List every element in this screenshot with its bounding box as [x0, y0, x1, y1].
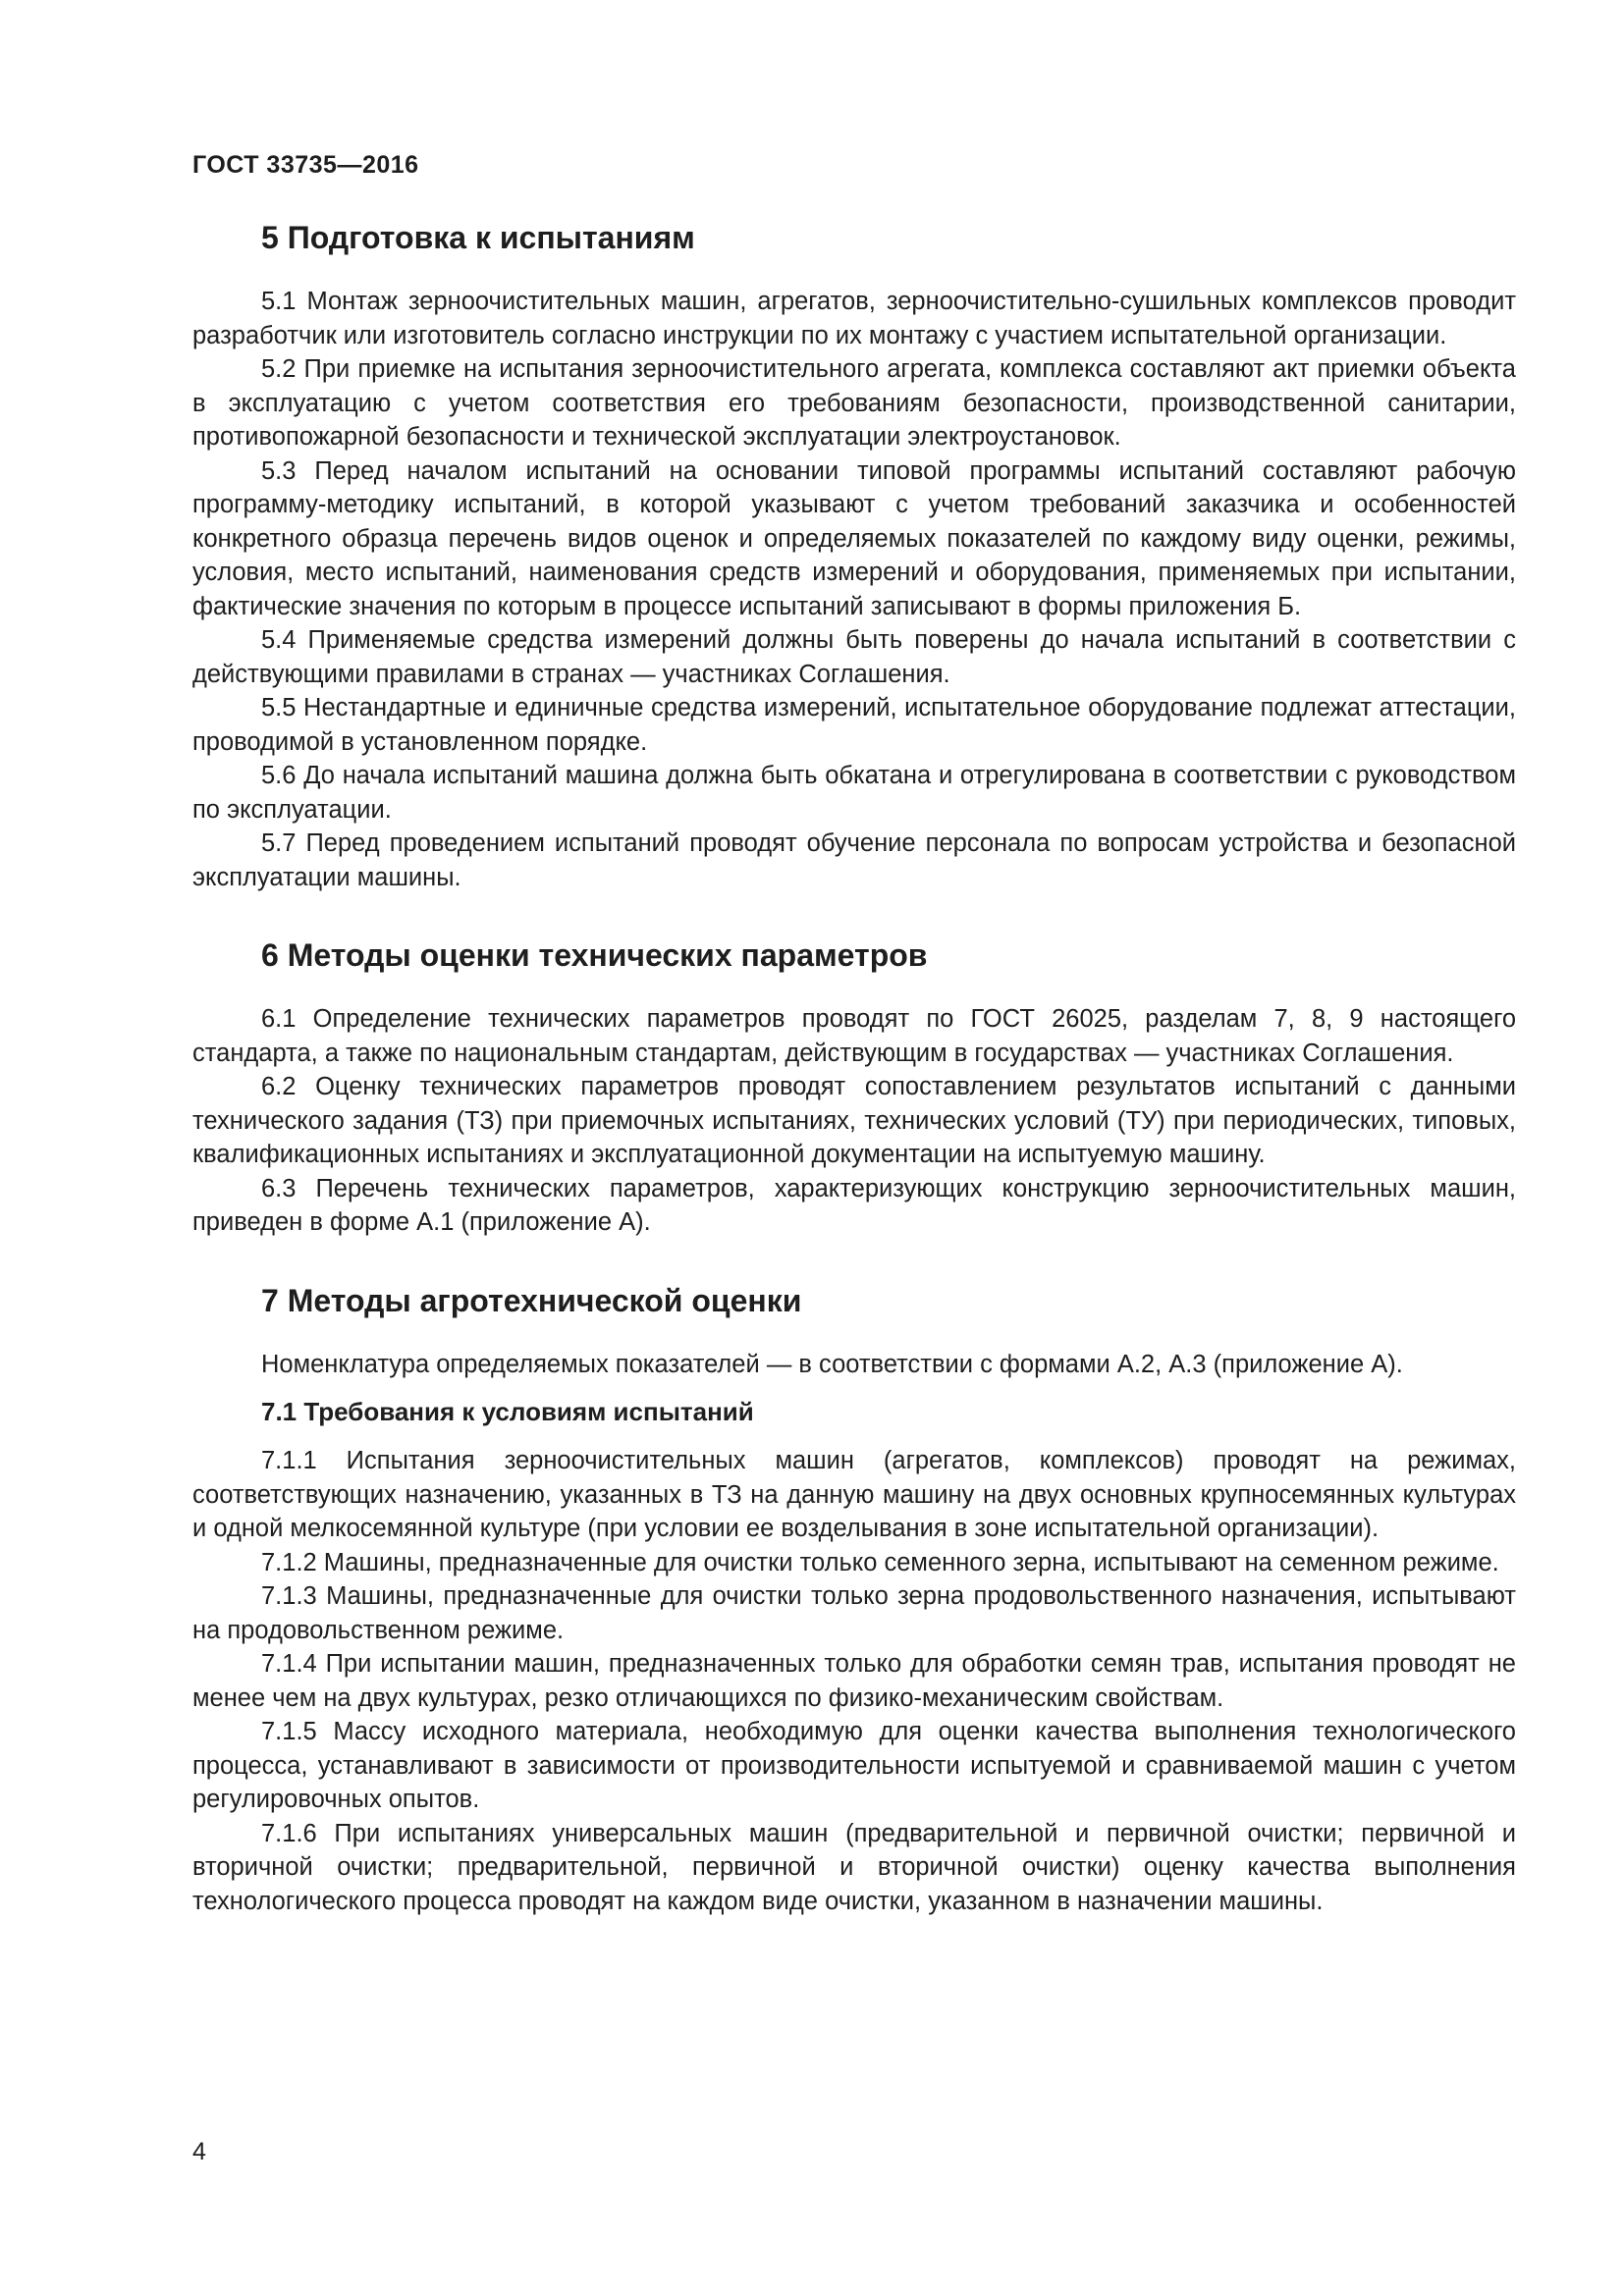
subsection-7-1: [192, 1395, 1516, 1918]
paragraph-5-1: 5.1 Монтаж зерноочистительных машин, агрегатов, зерноочистительно-сушильных комплексов проводит разработчик или изготовитель согласно инструкции по их монтажу с участием испытательной организации.: [192, 288, 1516, 349]
paragraph-7-1-2: 7.1.2 Машины, предназначенные для очистки только семенного зерна, испытывают на семенном режиме.: [261, 1548, 1499, 1576]
paragraph-7-1-4: 7.1.4 При испытании машин, предназначенных только для обработки семян трав, испытания проводят не менее чем на двух культурах, резко отличающихся по физико-механическим свойствам.: [192, 1650, 1516, 1712]
standard-code-header: ГОСТ 33735—2016: [192, 151, 419, 179]
page-number: 4: [192, 2138, 206, 2165]
section-7-intro: Номенклатура определяемых показателей — в соответствии с формами А.2, А.3 (приложение А).: [261, 1350, 1403, 1378]
paragraph-5-6: 5.6 До начала испытаний машина должна быть обкатана и отрегулирована в соответствии с руководством по эксплуатации.: [192, 762, 1516, 824]
paragraph-7-1-1: 7.1.1 Испытания зерноочистительных машин (агрегатов, комплексов) проводят на режимах, соответствующих назначению, указанных в ТЗ на данную машину на двух основных крупносемянных культурах и одной мелкосемянной культуре (при условии ее возделывания в зоне испытательной организации).: [192, 1447, 1516, 1542]
paragraph-5-3: 5.3 Перед началом испытаний на основании типовой программы испытаний составляют рабочую программу-методику испытаний, в которой указывают с учетом требований заказчика и особенностей конкретного образца перечень видов оценок и определяемых показателей по каждому виду оценки, режимы, условия, место испытаний, наименования средств измерений и оборудования, применяемых при испытании, фактические значения по которым в процессе испытаний записывают в формы приложения Б.: [192, 456, 1516, 620]
paragraph-7-1-5: 7.1.5 Массу исходного материала, необходимую для оценки качества выполнения технологического процесса, устанавливают в зависимости от производительности испытуемой и сравниваемой машин с учетом регулировочных опытов.: [192, 1718, 1516, 1813]
paragraph-7-1-3: 7.1.3 Машины, предназначенные для очистки только зерна продовольственного назначения, испытывают на продовольственном режиме.: [192, 1582, 1516, 1644]
section-heading: 5 Подготовка к испытаниям: [261, 220, 695, 255]
paragraph-6-3: 6.3 Перечень технических параметров, характеризующих конструкцию зерноочистительных машин, приведен в форме А.1 (приложение А).: [192, 1174, 1516, 1236]
page-content: [192, 218, 1516, 1959]
section-7: [192, 1281, 1516, 1919]
section-5: [192, 218, 1516, 894]
paragraph-5-7: 5.7 Перед проведением испытаний проводят обучение персонала по вопросам устройства и безопасной эксплуатации машины.: [192, 829, 1516, 891]
paragraph-5-5: 5.5 Нестандартные и единичные средства измерений, испытательное оборудование подлежат аттестации, проводимой в установленном порядке.: [192, 694, 1516, 756]
paragraph-6-1: 6.1 Определение технических параметров проводят по ГОСТ 26025, разделам 7, 8, 9 настоящего стандарта, а также по национальным стандартам, действующим в государствах — участниках Соглашения.: [192, 1005, 1516, 1067]
section-heading: 6 Методы оценки технических параметров: [261, 937, 928, 973]
section-6: [192, 935, 1516, 1240]
subsection-heading: 7.1 Требования к условиям испытаний: [261, 1397, 754, 1426]
section-heading: 7 Методы агротехнической оценки: [261, 1282, 802, 1318]
paragraph-5-2: 5.2 При приемке на испытания зерноочистительного агрегата, комплекса составляют акт приемки объекта в эксплуатацию с учетом соответствия его требованиям безопасности, производственной санитарии, противопожарной безопасности и технической эксплуатации электроустановок.: [192, 355, 1516, 451]
paragraph-5-4: 5.4 Применяемые средства измерений должны быть поверены до начала испытаний в соответствии с действующими правилами в странах — участниках Соглашения.: [192, 626, 1516, 688]
paragraph-6-2: 6.2 Оценку технических параметров проводят сопоставлением результатов испытаний с данными технического задания (ТЗ) при приемочных испытаниях, технических условий (ТУ) при периодических, типовых, квалификационных испытаниях и эксплуатационной документации на испытуемую машину.: [192, 1073, 1516, 1168]
paragraph-7-1-6: 7.1.6 При испытаниях универсальных машин (предварительной и первичной очистки; первичной и вторичной очистки; предварительной, первичной и вторичной очистки) оценку качества выполнения технологического процесса проводят на каждом виде очистки, указанном в назначении машины.: [192, 1819, 1516, 1915]
